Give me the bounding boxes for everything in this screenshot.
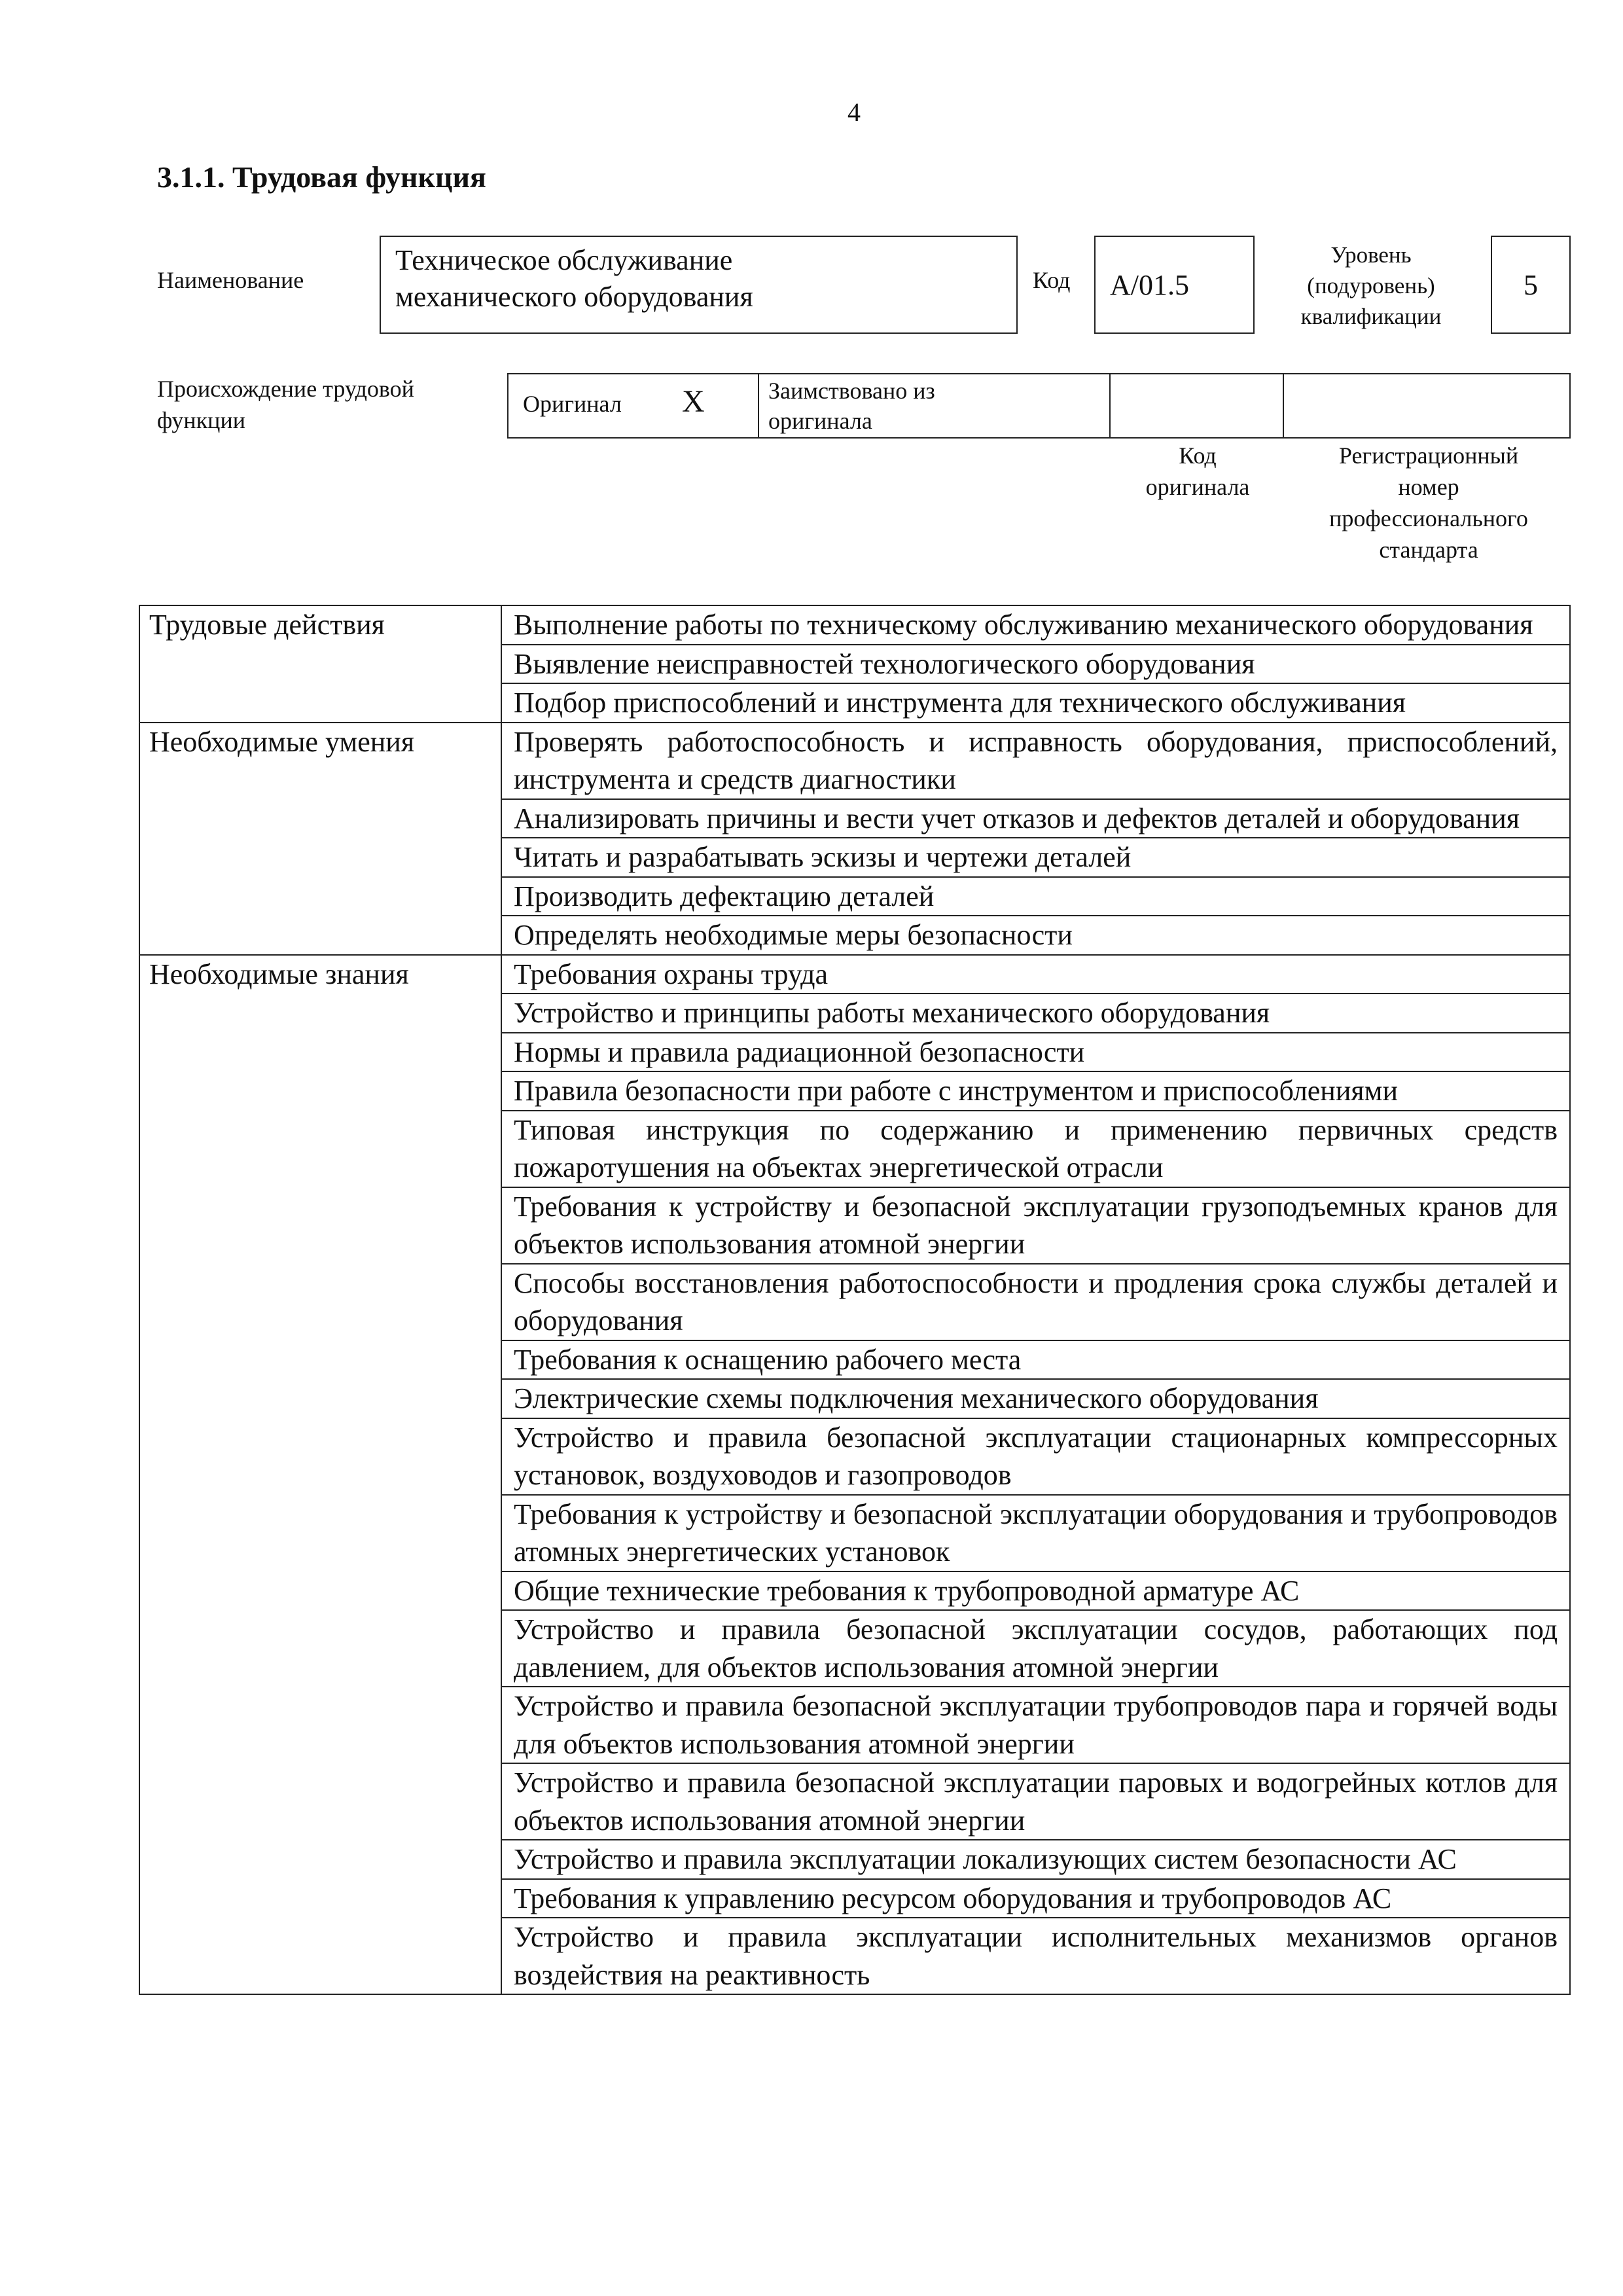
knowledge-item: Типовая инструкция по содержанию и применению первичных средств пожаротушения на объектах энергетической отрасли — [501, 1111, 1570, 1187]
qualification-level-label — [1273, 240, 1469, 332]
skill-item: Анализировать причины и вести учет отказов и дефектов деталей и оборудования — [501, 799, 1570, 838]
origin-borrowed-cell — [759, 374, 1111, 437]
borrowed-label-line2: оригинала — [768, 408, 872, 434]
skill-item: Читать и разрабатывать эскизы и чертежи деталей — [501, 838, 1570, 877]
knowledge-item: Требования к устройству и безопасной эксплуатации грузоподъемных кранов для объектов использования атомной энергии — [501, 1187, 1570, 1264]
knowledge-item: Устройство и правила безопасной эксплуатации стационарных компрессорных установок, воздуховодов и газопроводов — [501, 1418, 1570, 1495]
skills-label: Необходимые умения — [139, 723, 501, 955]
code-value: A/01.5 — [1110, 268, 1189, 301]
code-box — [1094, 236, 1255, 334]
qualification-level-box — [1491, 236, 1571, 334]
knowledge-item: Электрические схемы подключения механического оборудования — [501, 1379, 1570, 1418]
table-row — [139, 955, 1570, 994]
knowledge-item: Нормы и правила радиационной безопасности — [501, 1033, 1570, 1072]
origin-label — [157, 373, 414, 436]
original-code-caption — [1113, 440, 1283, 503]
knowledge-item: Устройство и правила эксплуатации локализующих систем безопасности АС — [501, 1840, 1570, 1879]
labor-action-item: Выявление неисправностей технологического оборудования — [501, 645, 1570, 684]
knowledge-item: Требования к устройству и безопасной эксплуатации оборудования и трубопроводов атомных энергетических установок — [501, 1495, 1570, 1571]
knowledge-label: Необходимые знания — [139, 955, 501, 1995]
origin-original-cell — [508, 374, 759, 437]
borrowed-label — [768, 376, 935, 436]
knowledge-item: Способы восстановления работоспособности и продления срока службы деталей и оборудования — [501, 1264, 1570, 1340]
registration-number-cell — [1284, 374, 1569, 437]
reg-caption-line3: профессионального — [1329, 505, 1528, 531]
level-label-line1: Уровень — [1330, 242, 1412, 268]
reg-caption-line1: Регистрационный — [1338, 442, 1519, 469]
knowledge-item: Требования охраны труда — [501, 955, 1570, 994]
function-table — [139, 605, 1571, 1995]
qualification-level-value: 5 — [1524, 268, 1538, 301]
labor-actions-label: Трудовые действия — [139, 605, 501, 723]
reg-caption-line2: номер — [1398, 474, 1459, 500]
level-label-line2: (подуровень) — [1307, 273, 1435, 298]
knowledge-item: Устройство и правила эксплуатации исполнительных механизмов органов воздействия на реактивность — [501, 1918, 1570, 1994]
original-code-caption-line1: Код — [1179, 442, 1217, 469]
knowledge-item: Устройство и правила безопасной эксплуатации трубопроводов пара и горячей воды для объектов использования атомной энергии — [501, 1687, 1570, 1763]
function-name-line2: механического оборудования — [395, 281, 753, 313]
knowledge-item: Общие технические требования к трубопроводной арматуре АС — [501, 1571, 1570, 1611]
code-label: Код — [1033, 267, 1071, 293]
labor-action-item: Выполнение работы по техническому обслуживанию механического оборудования — [501, 605, 1570, 645]
skill-item: Определять необходимые меры безопасности — [501, 916, 1570, 955]
table-row — [139, 605, 1570, 645]
original-mark: X — [682, 384, 705, 419]
original-label: Оригинал — [523, 391, 622, 417]
table-row — [139, 723, 1570, 799]
page-number: 4 — [847, 98, 861, 127]
section-title: 3.1.1. Трудовая функция — [157, 160, 486, 194]
borrowed-label-line1: Заимствовано из — [768, 378, 935, 404]
labor-action-item: Подбор приспособлений и инструмента для технического обслуживания — [501, 683, 1570, 723]
original-code-cell — [1111, 374, 1284, 437]
knowledge-item: Устройство и принципы работы механического оборудования — [501, 994, 1570, 1033]
skill-item: Производить дефектацию деталей — [501, 877, 1570, 916]
registration-number-caption — [1288, 440, 1569, 565]
knowledge-item: Устройство и правила безопасной эксплуатации сосудов, работающих под давлением, для объектов использования атомной энергии — [501, 1610, 1570, 1687]
reg-caption-line4: стандарта — [1379, 537, 1478, 563]
function-name-box — [380, 236, 1018, 334]
origin-label-line2: функции — [157, 407, 245, 433]
skill-item: Проверять работоспособность и исправность оборудования, приспособлений, инструмента и средств диагностики — [501, 723, 1570, 799]
knowledge-item: Требования к оснащению рабочего места — [501, 1340, 1570, 1380]
origin-label-line1: Происхождение трудовой — [157, 376, 414, 402]
origin-table — [507, 373, 1571, 439]
knowledge-item: Правила безопасности при работе с инструментом и приспособлениями — [501, 1071, 1570, 1111]
name-label: Наименование — [157, 267, 304, 293]
function-name-line1: Техническое обслуживание — [395, 244, 733, 276]
level-label-line3: квалификации — [1300, 304, 1442, 329]
knowledge-item: Требования к управлению ресурсом оборудования и трубопроводов АС — [501, 1879, 1570, 1918]
original-code-caption-line2: оригинала — [1145, 474, 1250, 500]
knowledge-item: Устройство и правила безопасной эксплуатации паровых и водогрейных котлов для объектов использования атомной энергии — [501, 1763, 1570, 1840]
